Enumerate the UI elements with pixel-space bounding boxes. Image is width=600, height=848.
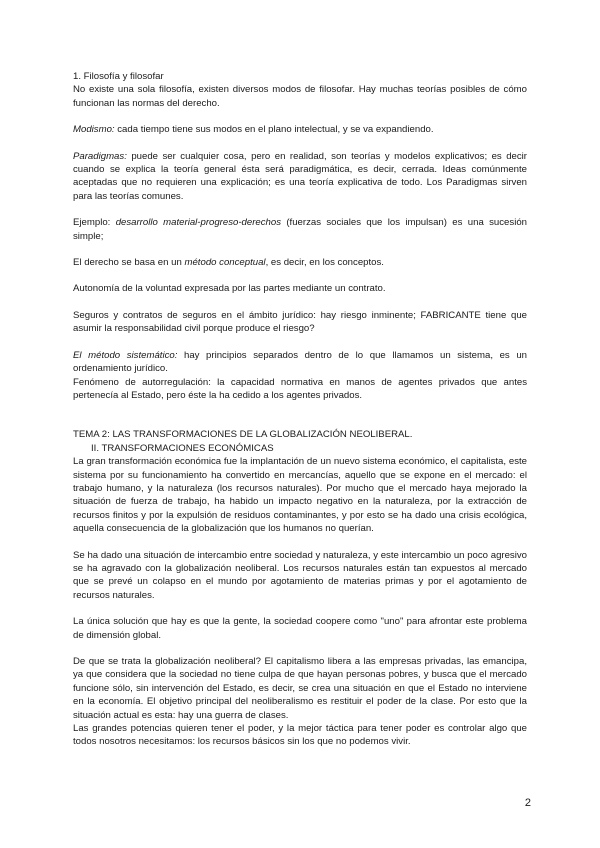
autonomia-paragraph: Autonomía de la voluntad expresada por las partes mediante un contrato. [73, 283, 386, 295]
modismo-term: Modismo: [73, 124, 115, 136]
solucion-paragraph: La única solución que hay es que la gente, la sociedad coopere como "uno" para afrontar este problema de dimensión global. [73, 616, 527, 641]
modismo-paragraph [73, 123, 527, 136]
ejemplo-prefix: Ejemplo: [73, 217, 116, 229]
metodo-term: El método sistemático: [73, 349, 178, 361]
intro-paragraph: No existe una sola filosofía, existen diversos modos de filosofar. Hay muchas teorías posibles de cómo funcionan las normas del derecho. [73, 84, 527, 109]
paradigmas-term: Paradigmas: [73, 150, 127, 162]
tema-title: TEMA 2: LAS TRANSFORMACIONES DE LA GLOBALIZACIÓN NEOLIBERAL. [73, 429, 413, 441]
ejemplo-term: desarrollo material-progreso-derechos [115, 217, 282, 229]
page-number: 2 [524, 797, 531, 809]
modismo-text: cada tiempo tiene sus modos en el plano intelectual, y se va expandiendo. [114, 124, 434, 136]
transformacion-paragraph: La gran transformación económica fue la implantación de un nuevo sistema económico, el capitalista, este sistema por su funcionamiento ha convertido en mercancías, aquello que se expone en el mercado: el trabajo humano, y la naturaleza (los recursos naturales). Por mucho que el mercado haya mejorado la situación de fuerza de trabajo, ha habido un impacto negativo en la naturaleza, por la extracción de recursos finitos y por la expulsión de residuos contaminantes, y por esto se ha dado una crisis ecológica, aquella consecuencia de la globalización que los humanos no querían. [73, 456, 527, 535]
ejemplo-text: (fuerzas sociales que los impulsan) es una sucesión simple; [73, 217, 527, 242]
paradigmas-paragraph [73, 150, 527, 204]
metodo-paragraph [73, 349, 527, 376]
derecho-suffix: , es decir, en los conceptos. [265, 257, 384, 269]
globalizacion-paragraph: De que se trata la globalización neoliberal? El capitalismo libera a las empresas privadas, las emancipa, ya que considera que la sociedad no tiene culpa de que hayan personas pobres, y busca que el mercado funcione sólo, sin intervención del Estado, es decir, se crea una situación en que el Estado no interviene en la economía. El objetivo principal del neoliberalismo es restituir el poder de la clase. Por esto que la situación actual es esta: hay una guerra de clases. [73, 656, 527, 721]
derecho-prefix: El derecho se basa en un [73, 257, 185, 269]
ejemplo-paragraph [73, 216, 527, 243]
section-subtitle: II. TRANSFORMACIONES ECONÓMICAS [91, 442, 274, 454]
fenomeno-paragraph: Fenómeno de autorregulación: la capacidad normativa en manos de agentes privados que antes pertenecía al Estado, pero éste la ha cedido a los agentes privados. [73, 376, 527, 401]
derecho-term: método conceptual [184, 257, 266, 269]
potencias-paragraph: Las grandes potencias quieren tener el poder, y la mejor táctica para tener poder es controlar algo que todos nosotros necesitamos: los recursos básicos sin los que no podemos vivir. [73, 723, 527, 748]
paradigmas-text: puede ser cualquier cosa, pero en realidad, son teorías y modelos explicativos; es decir cuando se explica la teoría general ésta será paradigmática, es decir, cerrada. Ideas comúnmente aceptadas que no requieren una explicación; es una teoría explicativa de todo. Los Paradigmas sirven para las teorías comunes. [73, 150, 527, 202]
metodo-text: hay principios separados dentro de lo que llamamos un sistema, es un ordenamiento jurídico. [73, 349, 527, 375]
intercambio-paragraph: Se ha dado una situación de intercambio entre sociedad y naturaleza, y este intercambio un poco agresivo se ha agravado con la globalización neoliberal. Los recursos naturales están tan expuestos al mercado que se prevé un colapso en el mundo por agotamiento de materias primas y por el agotamiento de recursos naturales. [73, 549, 527, 601]
section-heading: 1. Filosofía y filosofar [73, 71, 164, 82]
document-page [73, 70, 527, 749]
derecho-paragraph [73, 256, 527, 269]
seguros-paragraph: Seguros y contratos de seguros en el ámbito jurídico: hay riesgo inminente; FABRICANTE tiene que asumir la responsabilidad civil porque produce el riesgo? [73, 309, 527, 335]
